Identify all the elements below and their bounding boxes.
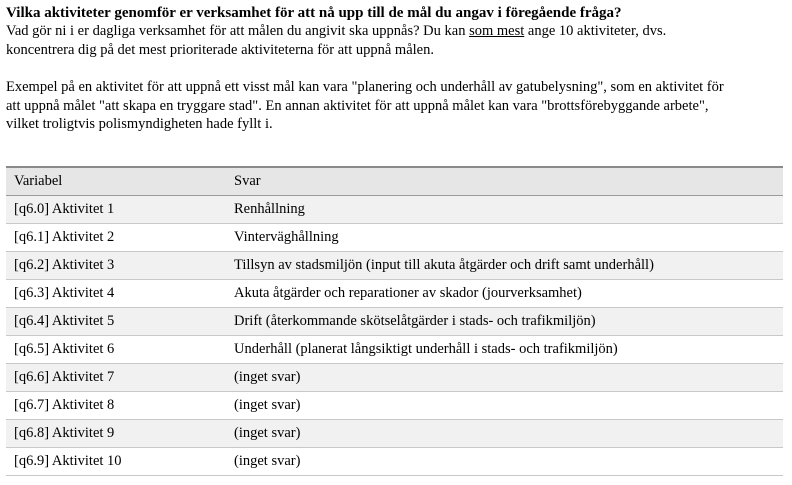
header-variable: Variabel	[6, 167, 226, 196]
question-title: Vilka aktiviteter genomför er verksamhet för att nå upp till de mål du angav i föregående fråga?	[6, 5, 622, 21]
table-row	[6, 364, 783, 392]
cell-answer: Renhållning	[226, 196, 783, 224]
cell-variable: [q6.8] Aktivitet 9	[6, 420, 226, 448]
question-example	[6, 78, 784, 134]
cell-variable: [q6.3] Aktivitet 4	[6, 280, 226, 308]
results-table	[6, 166, 783, 476]
table-row	[6, 448, 783, 476]
cell-answer: (inget svar)	[226, 448, 783, 476]
intro-line1-after: ange 10 aktiviteter, dvs.	[524, 23, 667, 39]
cell-variable: [q6.2] Aktivitet 3	[6, 252, 226, 280]
table-row	[6, 280, 783, 308]
cell-variable: [q6.7] Aktivitet 8	[6, 392, 226, 420]
table-row	[6, 392, 783, 420]
cell-variable: [q6.5] Aktivitet 6	[6, 336, 226, 364]
intro-line2: koncentrera dig på det mest prioriterade aktiviteterna för att uppnå målen.	[6, 41, 434, 58]
intro-underlined: som mest	[469, 23, 525, 39]
cell-answer: Akuta åtgärder och reparationer av skador (jourverksamhet)	[226, 280, 783, 308]
cell-answer: (inget svar)	[226, 420, 783, 448]
cell-answer: Underhåll (planerat långsiktigt underhåll i stads- och trafikmiljön)	[226, 336, 783, 364]
question-block	[6, 4, 784, 134]
cell-answer: Drift (återkommande skötselåtgärder i stads- och trafikmiljön)	[226, 308, 783, 336]
table-row	[6, 196, 783, 224]
example-line2: att uppnå målet "att skapa en tryggare stad". En annan aktivitet för att uppnå målet kan vara "brottsförebyggande arbete",	[6, 97, 709, 114]
cell-variable: [q6.0] Aktivitet 1	[6, 196, 226, 224]
intro-line1-before: Vad gör ni i er dagliga verksamhet för att målen du angivit ska uppnås? Du kan	[6, 23, 470, 39]
header-answer: Svar	[226, 167, 783, 196]
table-row	[6, 308, 783, 336]
cell-variable: [q6.4] Aktivitet 5	[6, 308, 226, 336]
table-row	[6, 420, 783, 448]
cell-answer: Tillsyn av stadsmiljön (input till akuta åtgärder och drift samt underhåll)	[226, 252, 783, 280]
cell-answer: (inget svar)	[226, 364, 783, 392]
cell-variable: [q6.6] Aktivitet 7	[6, 364, 226, 392]
question-intro	[6, 22, 784, 59]
example-line1: Exempel på en aktivitet för att uppnå ett visst mål kan vara "planering och underhåll av gatubelysning", som en aktivitet för	[6, 79, 724, 95]
cell-answer: Vinterväghållning	[226, 224, 783, 252]
table-row	[6, 336, 783, 364]
cell-answer: (inget svar)	[226, 392, 783, 420]
cell-variable: [q6.9] Aktivitet 10	[6, 448, 226, 476]
table-header-row	[6, 167, 783, 196]
table-row	[6, 252, 783, 280]
example-line3: vilket troligtvis polismyndigheten hade fyllt i.	[6, 116, 273, 132]
cell-variable: [q6.1] Aktivitet 2	[6, 224, 226, 252]
table-row	[6, 224, 783, 252]
